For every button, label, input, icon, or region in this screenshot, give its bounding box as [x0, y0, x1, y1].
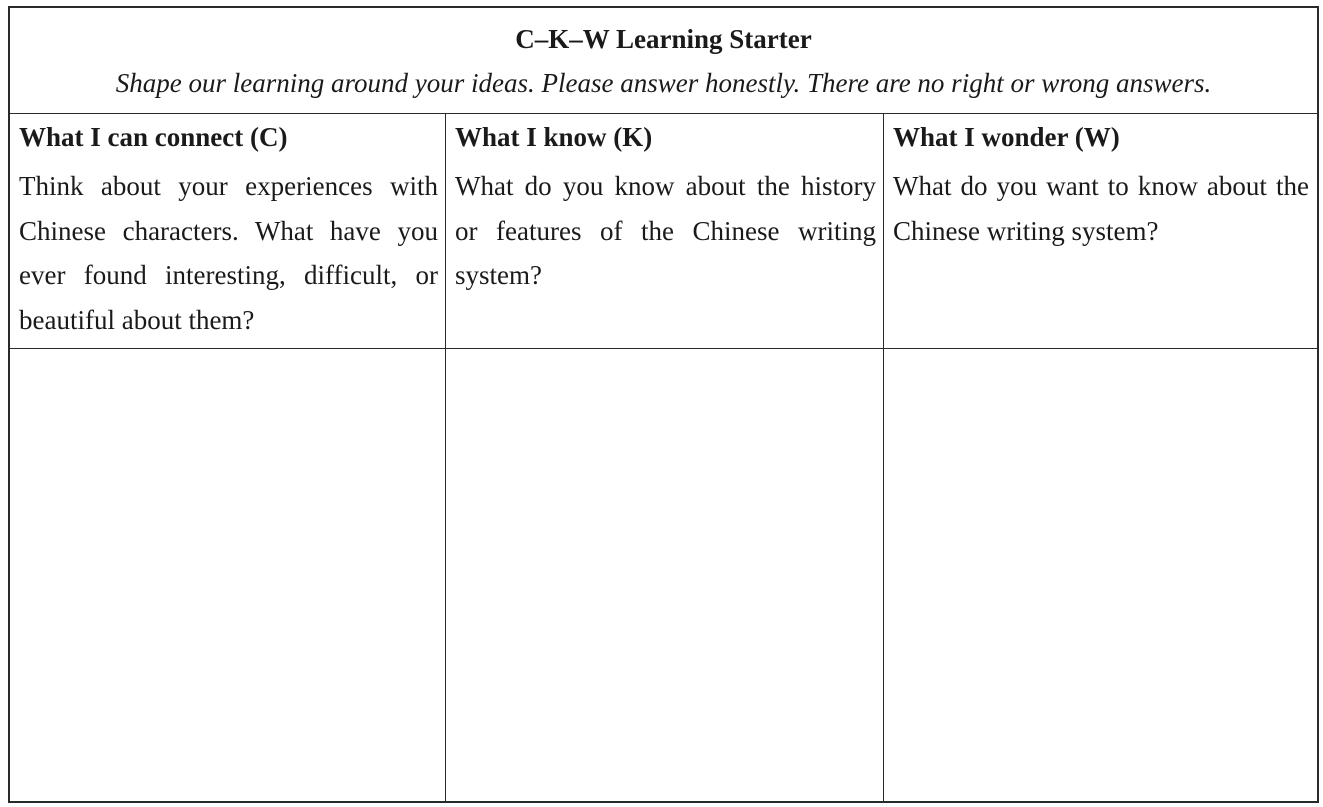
worksheet-title: C–K–W Learning Starter [515, 24, 812, 54]
worksheet-instructions: Shape our learning around your ideas. Please answer honestly. There are no right or wrong answers. [115, 68, 1212, 98]
column-wonder [884, 114, 1317, 801]
wonder-heading: What I wonder (W) [893, 122, 1120, 152]
connect-answer-area[interactable] [10, 349, 445, 801]
know-prompt: What do you know about the history or features of the Chinese writing system? [455, 171, 876, 290]
connect-prompt-cell [10, 114, 445, 349]
know-prompt-cell [446, 114, 883, 349]
column-know [446, 114, 884, 801]
worksheet-header [10, 8, 1317, 114]
know-heading: What I know (K) [455, 122, 653, 152]
wonder-prompt: What do you want to know about the Chinese writing system? [893, 171, 1309, 246]
know-answer-area[interactable] [446, 349, 883, 801]
ckw-worksheet [8, 6, 1319, 803]
connect-prompt: Think about your experiences with Chinese characters. What have you ever found interesting, difficult, or beautiful about them? [19, 171, 438, 335]
wonder-answer-area[interactable] [884, 349, 1317, 801]
wonder-prompt-cell [884, 114, 1317, 349]
column-connect [10, 114, 446, 801]
connect-heading: What I can connect (C) [19, 122, 288, 152]
